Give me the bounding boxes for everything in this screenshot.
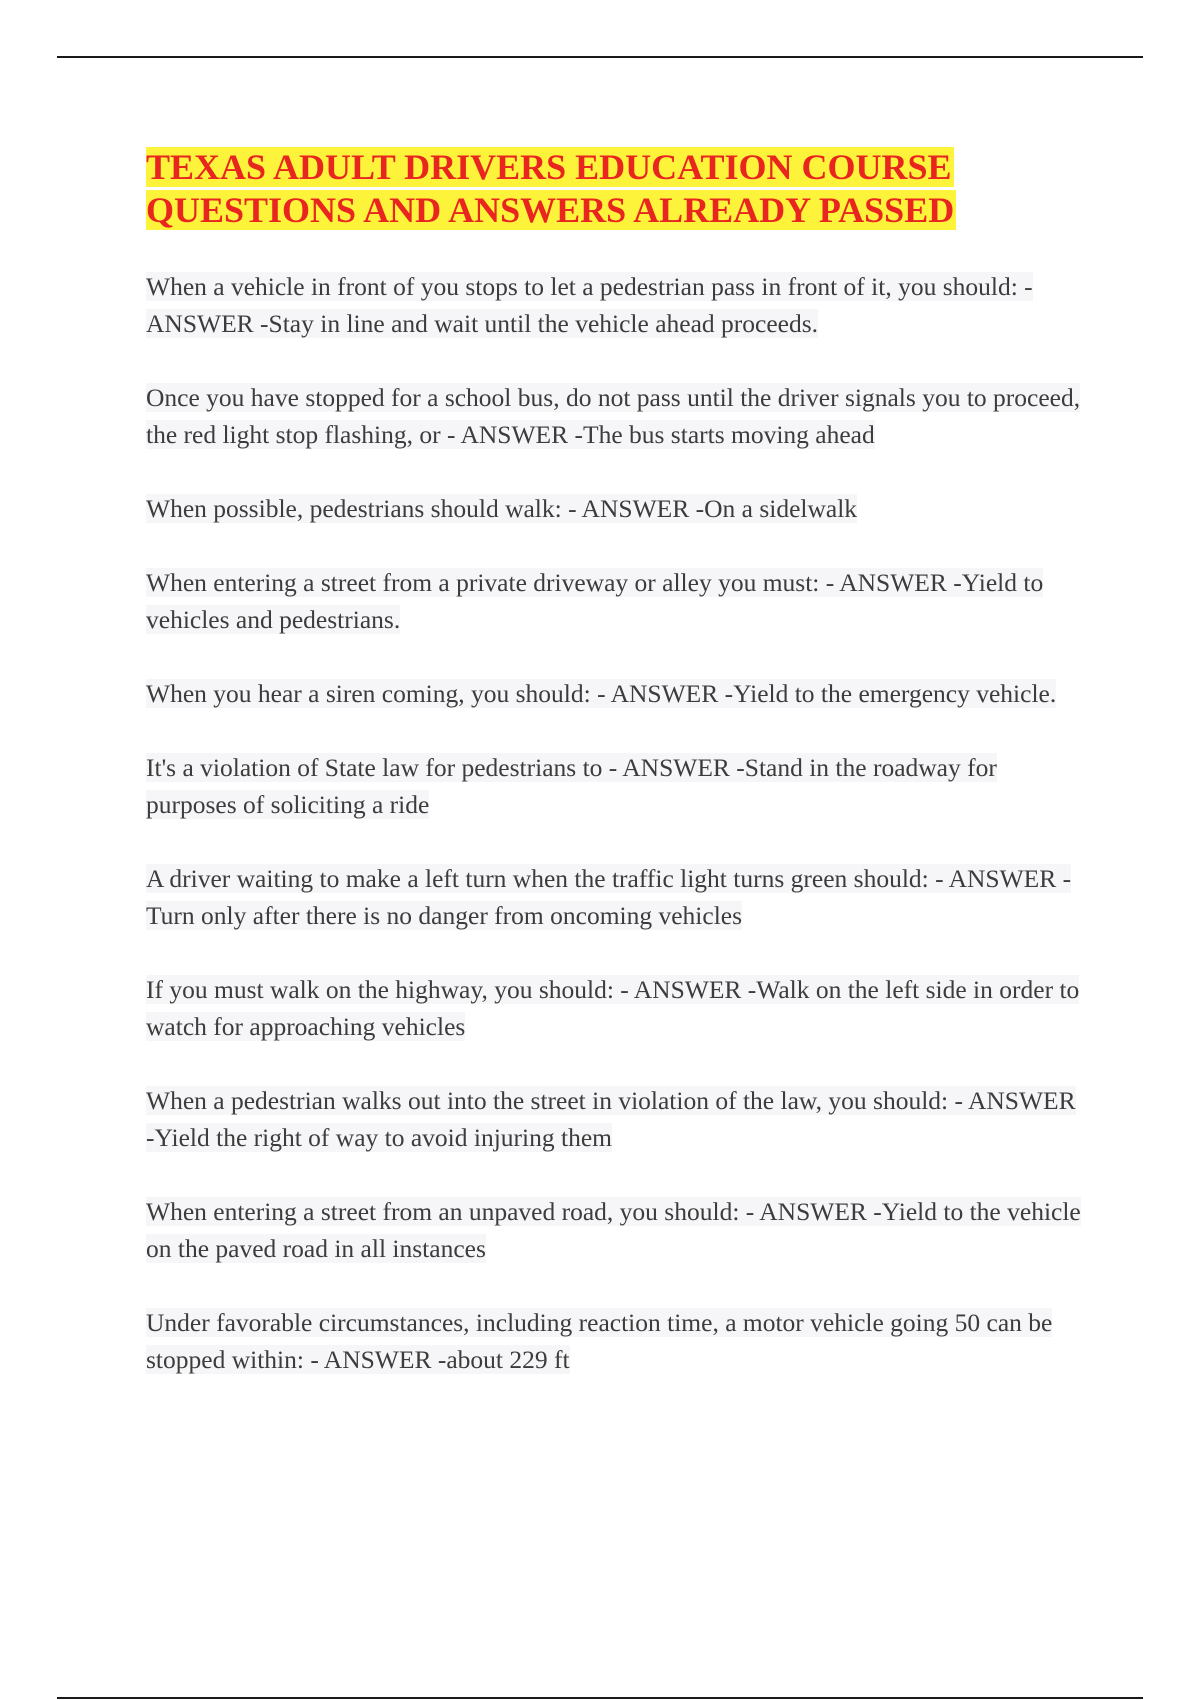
title-line-2: QUESTIONS AND ANSWERS ALREADY PASSED xyxy=(146,190,955,230)
qa-text: When entering a street from an unpaved road, you should: - ANSWER -Yield to the vehicle on the paved road in all instances xyxy=(146,1197,1081,1263)
qa-item xyxy=(146,268,1086,342)
qa-text: Once you have stopped for a school bus, do not pass until the driver signals you to proceed, the red light stop flashing, or - ANSWER -The bus starts moving ahead xyxy=(146,383,1081,449)
qa-text: When a vehicle in front of you stops to let a pedestrian pass in front of it, you should: - ANSWER -Stay in line and wait until the vehicle ahead proceeds. xyxy=(146,272,1033,338)
qa-item xyxy=(146,1193,1086,1267)
qa-item xyxy=(146,749,1086,823)
qa-item xyxy=(146,860,1086,934)
qa-text: When you hear a siren coming, you should: - ANSWER -Yield to the emergency vehicle. xyxy=(146,679,1057,708)
footer-rule xyxy=(57,1697,1143,1699)
qa-item xyxy=(146,564,1086,638)
qa-item xyxy=(146,379,1086,453)
qa-text: It's a violation of State law for pedestrians to - ANSWER -Stand in the roadway for purposes of soliciting a ride xyxy=(146,753,997,819)
qa-text: Under favorable circumstances, including reaction time, a motor vehicle going 50 can be stopped within: - ANSWER -about 229 ft xyxy=(146,1308,1053,1374)
qa-item xyxy=(146,971,1086,1045)
header-rule xyxy=(57,56,1143,58)
document-body xyxy=(146,146,1086,1415)
qa-list xyxy=(146,268,1086,1378)
qa-text: When a pedestrian walks out into the street in violation of the law, you should: - ANSWER -Yield the right of way to avoid injuring them xyxy=(146,1086,1076,1152)
qa-text: If you must walk on the highway, you should: - ANSWER -Walk on the left side in order to watch for approaching vehicles xyxy=(146,975,1080,1041)
qa-item xyxy=(146,675,1086,712)
title-line-1: TEXAS ADULT DRIVERS EDUCATION COURSE xyxy=(146,147,952,187)
qa-text: When entering a street from a private driveway or alley you must: - ANSWER -Yield to vehicles and pedestrians. xyxy=(146,568,1044,634)
qa-text: A driver waiting to make a left turn when the traffic light turns green should: - ANSWER -Turn only after there is no danger from oncoming vehicles xyxy=(146,864,1072,930)
qa-item xyxy=(146,1304,1086,1378)
qa-text: When possible, pedestrians should walk: - ANSWER -On a sidelwalk xyxy=(146,494,858,523)
document-title xyxy=(146,146,1086,232)
qa-item xyxy=(146,1082,1086,1156)
qa-item xyxy=(146,490,1086,527)
